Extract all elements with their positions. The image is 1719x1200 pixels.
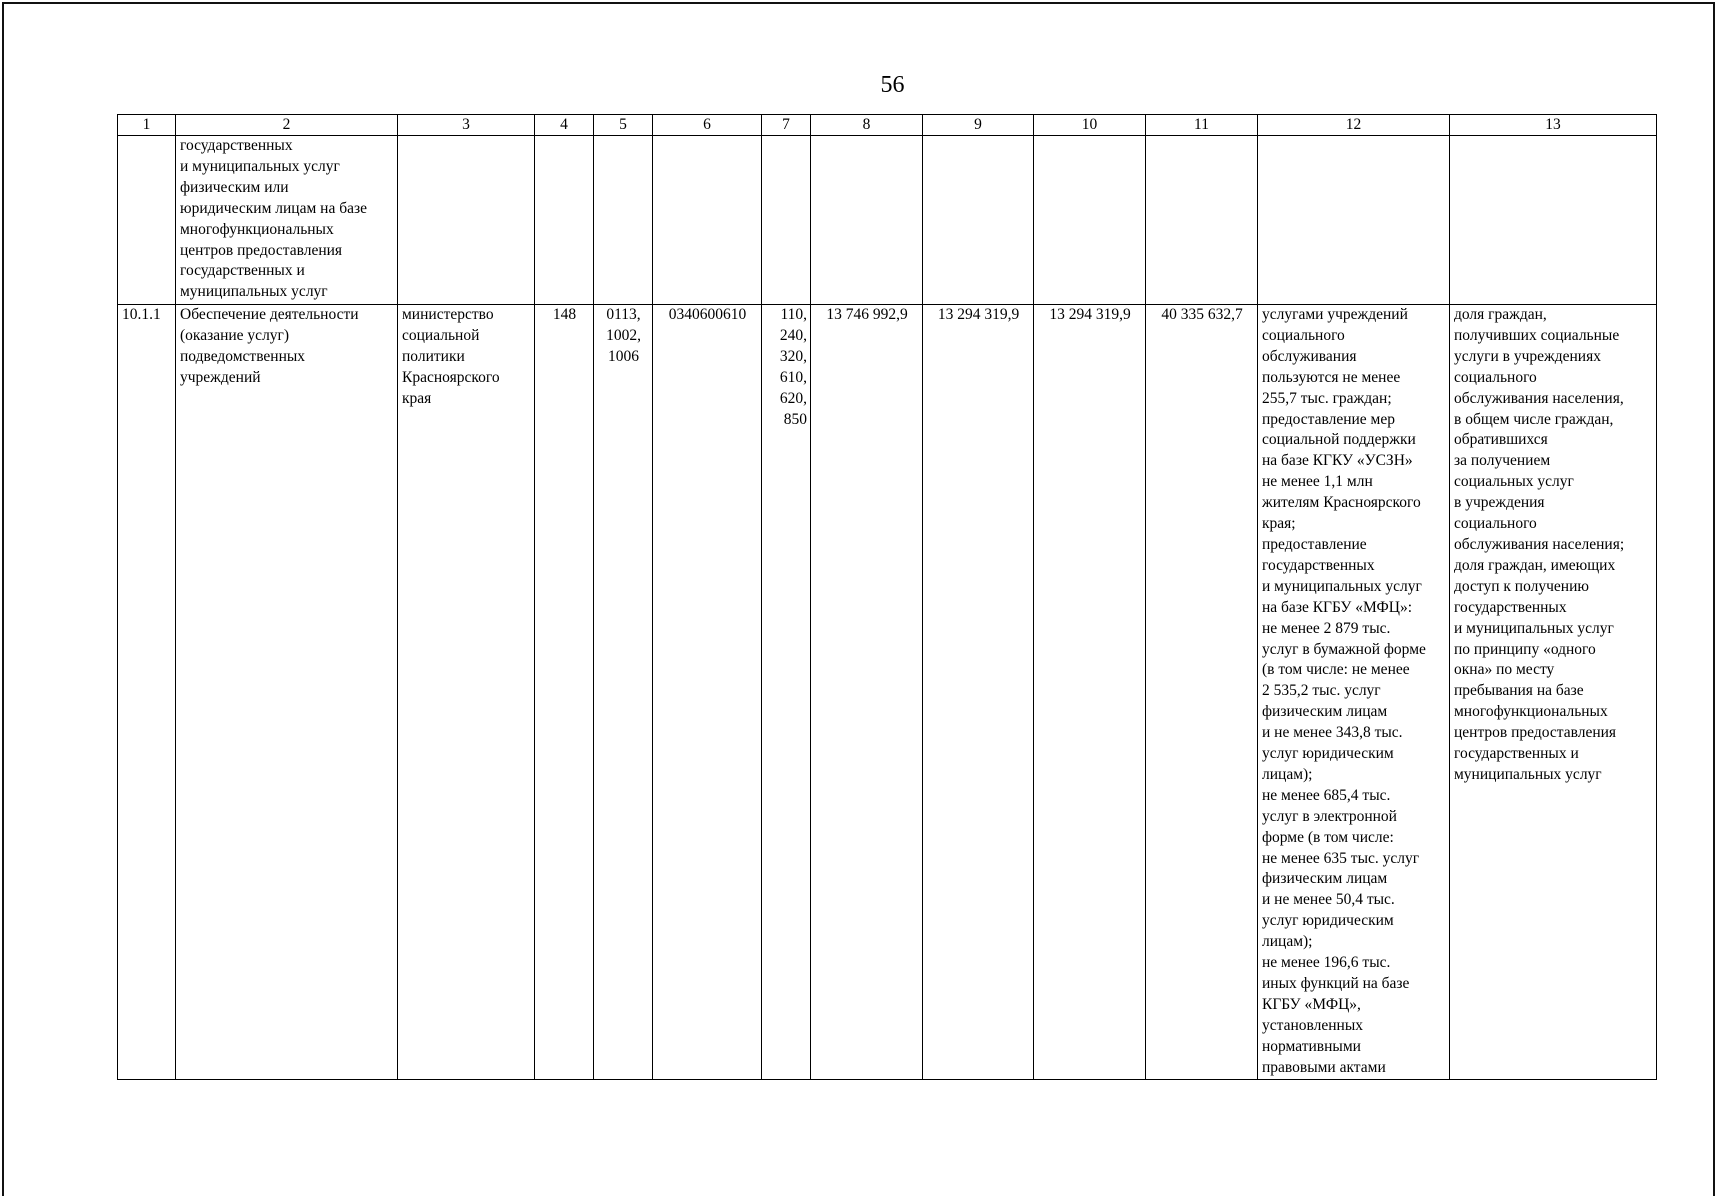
table-cell [1146, 136, 1258, 305]
column-header: 13 [1450, 115, 1657, 136]
table-cell [811, 136, 923, 305]
expected-result-cell: услугами учреждений социального обслуживания пользуются не менее 255,7 тыс. граждан; предоставление мер социальной поддержки на базе КГКУ «УСЗН» не менее 1,1 млн жителям Красноярского края; предоставление государственных и муниципальных услуг на базе КГБУ «МФЦ»: не менее 2 879 тыс. услуг в бумажной форме (в том числе: не менее 2 535,2 тыс. услуг физическим лицам и не менее 343,8 тыс. услуг юридическим лицам); не менее 685,4 тыс. услуг в электронной форме (в том числе: не менее 635 тыс. услуг физическим лицам и не менее 50,4 тыс. услуг юридическим лицам); не менее 196,6 тыс. иных функций на базе КГБУ «МФЦ», установленных нормативными правовыми актами [1258, 305, 1450, 1080]
section-code-cell: 0113, 1002, 1006 [594, 305, 653, 1080]
column-header: 11 [1146, 115, 1258, 136]
table-cell [923, 136, 1034, 305]
table-row-continued [118, 136, 1657, 305]
column-header: 5 [594, 115, 653, 136]
column-header: 1 [118, 115, 176, 136]
expense-type-cell: 110, 240, 320, 610, 620, 850 [762, 305, 811, 1080]
amount-year1-cell: 13 746 992,9 [811, 305, 923, 1080]
budget-table [117, 114, 1657, 1080]
table-cell [1258, 136, 1450, 305]
table-row-10-1-1 [118, 305, 1657, 1080]
indicator-cell: доля граждан, получивших социальные услуги в учреждениях социального обслуживания населения, в общем числе граждан, обратившихся за получением социальных услуг в учреждения социального обслуживания населения; доля граждан, имеющих доступ к получению государственных и муниципальных услуг по принципу «одного окна» по месту пребывания на базе многофункциональных центров предоставления государственных и муниципальных услуг [1450, 305, 1657, 1080]
page-number: 56 [880, 72, 905, 98]
column-header: 4 [535, 115, 594, 136]
table-cell [398, 136, 535, 305]
continued-description-cell: государственных и муниципальных услуг физическим или юридическим лицам на базе многофункциональных центров предоставления государственных и муниципальных услуг [176, 136, 398, 305]
table-cell [1034, 136, 1146, 305]
target-code-cell: 0340600610 [653, 305, 762, 1080]
table-cell [118, 136, 176, 305]
amount-total-cell: 40 335 632,7 [1146, 305, 1258, 1080]
item-number-cell: 10.1.1 [118, 305, 176, 1080]
column-header: 8 [811, 115, 923, 136]
column-header: 2 [176, 115, 398, 136]
item-description-cell: Обеспечение деятельности (оказание услуг) подведомственных учреждений [176, 305, 398, 1080]
table-cell [1450, 136, 1657, 305]
grbs-code-cell: 148 [535, 305, 594, 1080]
table-cell [653, 136, 762, 305]
administrator-cell: министерство социальной политики Красноярского края [398, 305, 535, 1080]
column-header: 12 [1258, 115, 1450, 136]
column-number-row [118, 115, 1657, 136]
table-cell [535, 136, 594, 305]
column-header: 3 [398, 115, 535, 136]
column-header: 9 [923, 115, 1034, 136]
column-header: 7 [762, 115, 811, 136]
table-cell [762, 136, 811, 305]
amount-year2-cell: 13 294 319,9 [923, 305, 1034, 1080]
amount-year3-cell: 13 294 319,9 [1034, 305, 1146, 1080]
column-header: 10 [1034, 115, 1146, 136]
column-header: 6 [653, 115, 762, 136]
table-cell [594, 136, 653, 305]
